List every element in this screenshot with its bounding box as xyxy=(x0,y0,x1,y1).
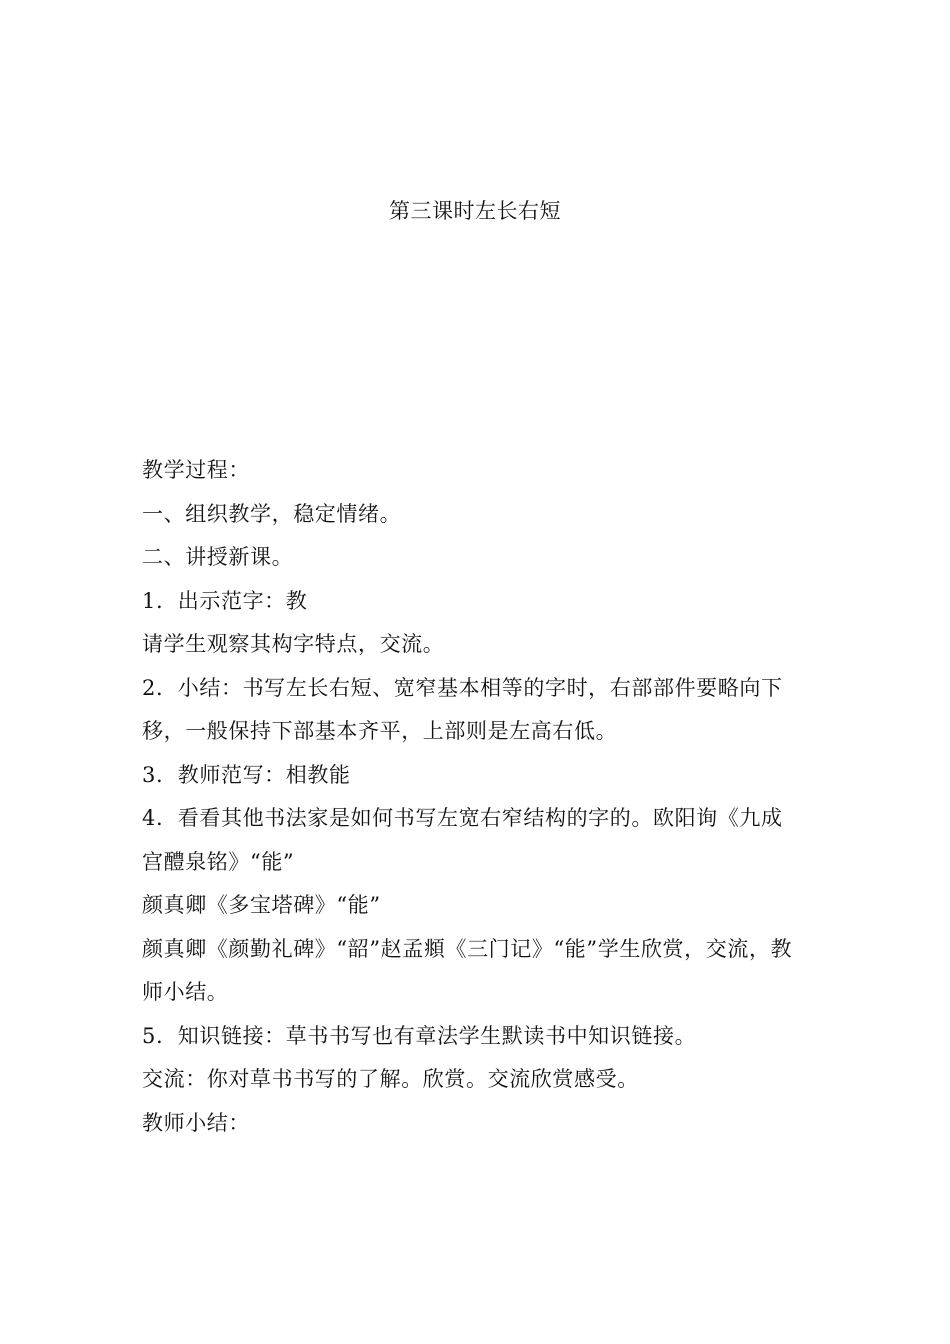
paragraph-teacher-summary: 教师小结： xyxy=(142,1110,250,1135)
paragraph-step-2: 二、讲授新课。 xyxy=(142,545,294,569)
document-body xyxy=(142,449,794,1145)
paragraph-observe: 请学生观察其构字特点，交流。 xyxy=(142,632,445,656)
paragraph-exchange: 交流：你对草书书写的了解。欣赏。交流欣赏感受。 xyxy=(142,1067,639,1091)
paragraph-item-4: 4. 看看其他书法家是如何书写左宽右窄结构的字的。欧阳询《九成宫醴泉铭》“能” xyxy=(142,806,783,874)
paragraph-yan-qinli: 颜真卿《颜勤礼碑》“韶”赵孟頫《三门记》“能”学生欣赏，交流，教师小结。 xyxy=(142,936,793,1004)
paragraph-heading-process: 教学过程： xyxy=(142,458,250,482)
paragraph-item-2: 2. 小结：书写左长右短、宽窄基本相等的字时，右部部件要略向下移，一般保持下部基本齐平，上部则是左高右低。 xyxy=(142,675,783,743)
paragraph-item-5: 5. 知识链接：草书书写也有章法学生默读书中知识链接。 xyxy=(142,1023,697,1048)
page-title: 第三课时左长右短 xyxy=(389,199,561,223)
paragraph-yan-duobao: 颜真卿《多宝塔碑》“能” xyxy=(142,893,381,917)
paragraph-item-1: 1. 出示范字：教 xyxy=(142,588,308,613)
paragraph-step-1: 一、组织教学，稳定情绪。 xyxy=(142,501,402,526)
paragraph-item-3: 3. 教师范写：相教能 xyxy=(142,762,351,787)
